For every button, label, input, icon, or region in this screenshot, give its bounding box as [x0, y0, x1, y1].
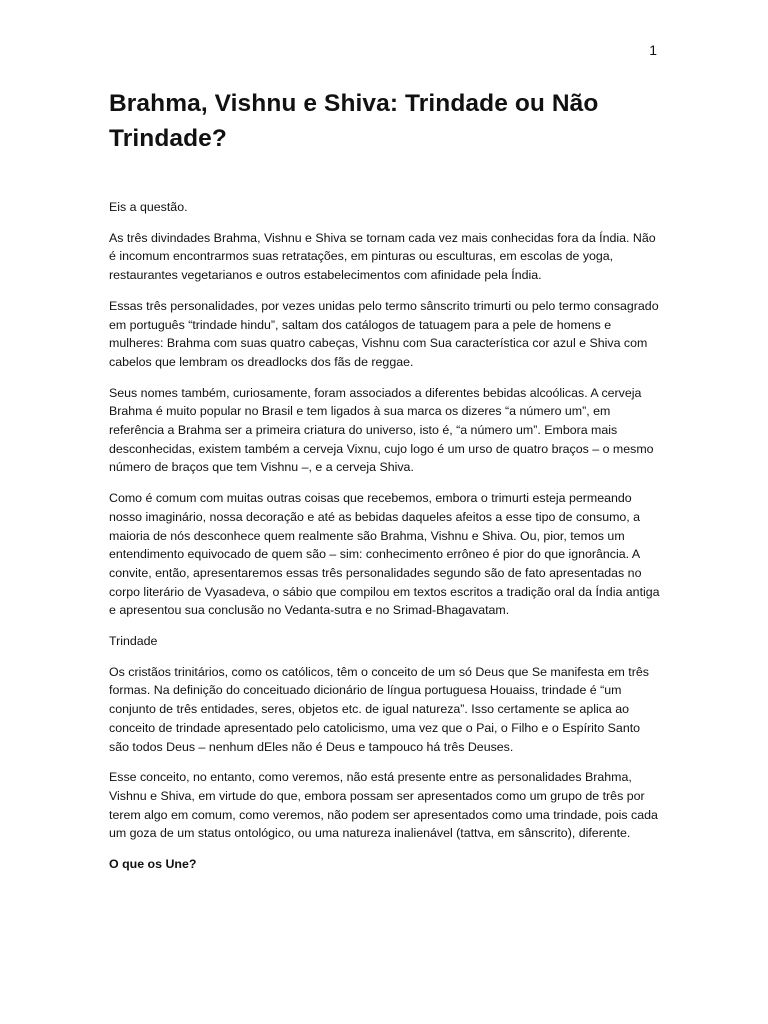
document-body [109, 86, 663, 886]
paragraph-bebidas: Seus nomes também, curiosamente, foram associados a diferentes bebidas alcoólicas. A cerveja Brahma é muito popular no Brasil e tem ligados à sua marca os dizeres “a número um”, em referência a Brahma ser a primeira criatura do universo, isto é, “a número um”. Embora mais desconhecidas, existem também a cerveja Vixnu, cujo logo é um urso de quatro braços – o mesmo número de braços que tem Vishnu –, e a cerveja Shiva. [109, 385, 654, 475]
paragraph-cristaos: Os cristãos trinitários, como os católicos, têm o conceito de um só Deus que Se manifesta em três formas. Na definição do conceituado dicionário de língua portuguesa Houaiss, trindade é “um conjunto de três entidades, seres, objetos etc. de igual natureza”. Isso certamente se aplica ao conceito de trindade apresentado pelo catolicismo, uma vez que o Pai, o Filho e o Espírito Santo são todos Deus – nenhum dEles não é Deus e tampouco há três Deuses. [109, 664, 649, 754]
page-number: 1 [649, 42, 657, 58]
paragraph-imaginario: Como é comum com muitas outras coisas que recebemos, embora o trimurti esteja permeando nosso imaginário, nossa decoração e até as bebidas daqueles afeitos a esse tipo de consumo, a maioria de nós desconhece quem realmente são Brahma, Vishnu e Shiva. Ou, pior, temos um entendimento equivocado de quem são – sim: conhecimento errôneo é pior do que ignorância. A convite, então, apresentaremos essas três personalidades segundo são de fato apresentadas no corpo literário de Vyasadeva, o sábio que compilou em textos escritos a tradição oral da Índia antiga e apresentou sua conclusão no Vedanta-sutra e no Srimad-Bhagavatam. [109, 491, 660, 618]
paragraph-conceito: Esse conceito, no entanto, como veremos, não está presente entre as personalidades Brahma, Vishnu e Shiva, em virtude do que, embora possam ser apresentados como um grupo de três por terem algo em comum, como veremos, não podem ser apresentados como uma trindade, pois cada um goza de um status ontológico, ou uma natureza inalienável (tattva, em sânscrito), diferente. [109, 770, 658, 841]
intro-paragraph: Eis a questão. [109, 200, 188, 214]
document-title: Brahma, Vishnu e Shiva: Trindade ou Não Trindade? [109, 90, 599, 152]
section-heading-une: O que os Une? [109, 857, 197, 872]
paragraph-divindades: As três divindades Brahma, Vishnu e Shiva se tornam cada vez mais conhecidas fora da Índia. Não é incomum encontrarmos suas retratações, em pinturas ou esculturas, em escolas de yoga, restaurantes vegetarianos e outros estabelecimentos com afinidade pela Índia. [109, 230, 656, 283]
paragraph-personalidades: Essas três personalidades, por vezes unidas pelo termo sânscrito trimurti ou pelo termo consagrado em português “trindade hindu”, saltam dos catálogos de tatuagem para a pele de homens e mulheres: Brahma com suas quatro cabeças, Vishnu com Sua característica cor azul e Shiva com cabelos que lembram os dreadlocks dos fãs de reggae. [109, 298, 659, 369]
section-heading-trindade: Trindade [109, 634, 158, 649]
